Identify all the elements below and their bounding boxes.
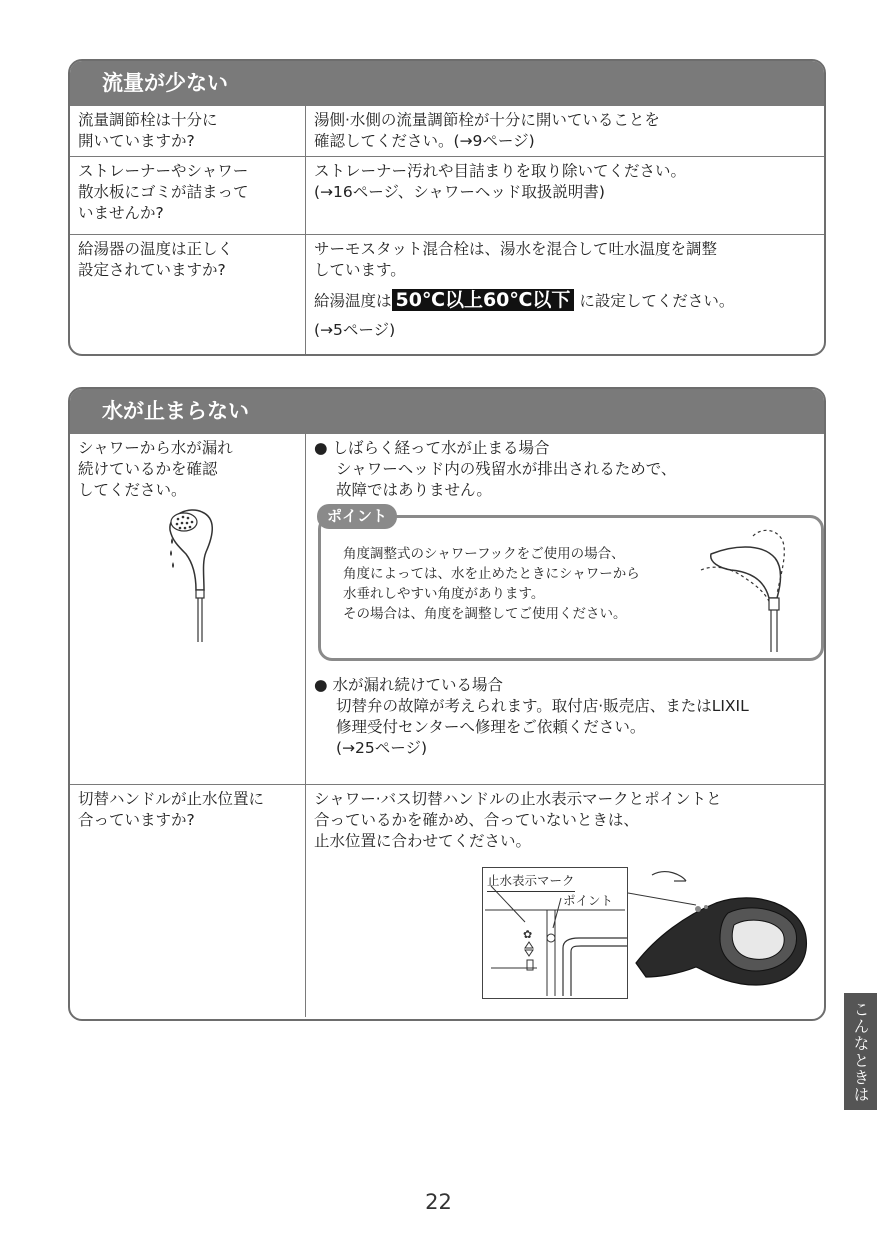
table-row xyxy=(70,105,824,156)
bullet-icon: ● xyxy=(314,676,328,694)
section-title: 流量が少ない xyxy=(70,61,824,105)
question-cell: 給湯器の温度は正しく 設定されていますか? xyxy=(70,235,306,356)
table-row xyxy=(70,234,824,356)
answer-cell: シャワー·バス切替ハンドルの止水表示マークとポイントと 合っているかを確かめ、合っていないときは、 止水位置に合わせてください。 止水表示マーク ポイント ✿ xyxy=(306,785,824,1017)
section-water-not-stopping xyxy=(68,387,826,1021)
bullet-item: ● しばらく経って水が止まる場合 xyxy=(314,439,550,457)
question-cell: 流量調節栓は十分に 開いていますか? xyxy=(70,106,306,156)
point-text: 角度調整式のシャワーフックをご使用の場合、 角度によっては、水を止めたときにシャワーから 水垂れしやすい角度があります。 その場合は、角度を調整してご使用ください。 xyxy=(343,546,640,622)
label-point: ポイント xyxy=(563,893,614,908)
table-row xyxy=(70,156,824,234)
page-number: 22 xyxy=(425,1190,452,1214)
section-low-flow xyxy=(68,59,826,356)
handle-diagram xyxy=(482,867,816,1005)
svg-text:✿: ✿ xyxy=(523,928,533,941)
label-stop-mark: 止水表示マーク xyxy=(487,870,575,892)
table-row xyxy=(70,784,824,1017)
section-title: 水が止まらない xyxy=(70,389,824,433)
bullet-icon: ● xyxy=(314,439,328,457)
answer-cell: ストレーナー汚れや目詰まりを取り除いてください。 (→16ページ、シャワーヘッド取扱説明書) xyxy=(314,162,687,201)
answer-cell: ● しばらく経って水が止まる場合 シャワーヘッド内の残留水が排出されるためで、 故障ではありません。 ポイント 角度調整式のシャワーフックをご使用の場合、 角度によっては、水を止めたときにシャワーから 水垂れしやすい角度があります。 その場合は、角度を調整してご使用ください。 ● 水が漏れ続けている場合 切替弁の故障が考えられます。取付店·販売店、またはLIXIL 修理受付センターへ修理をご依頼ください。 (→25ページ) xyxy=(306,434,826,784)
side-tab-troubleshooting: こんなときは xyxy=(844,993,877,1110)
temperature-line: 給湯温度は 50℃以上60℃以下 に設定してください。 xyxy=(314,289,735,311)
point-label: ポイント xyxy=(317,504,397,529)
answer-cell: サーモスタット混合栓は、湯水を混合して吐水温度を調整 しています。 給湯温度は 50℃以上60℃以下 に設定してください。 (→5ページ) xyxy=(306,235,824,356)
question-cell: シャワーから水が漏れ 続けているかを確認 してください。 xyxy=(70,434,306,784)
question-cell: ストレーナーやシャワー 散水板にゴミが詰まって いませんか? xyxy=(70,157,306,234)
point-box xyxy=(318,507,824,661)
shower-hook-illustration xyxy=(691,524,821,654)
handle-closeup-box xyxy=(482,867,628,999)
handle-illustration xyxy=(616,867,816,1005)
temperature-highlight: 50℃以上60℃以下 xyxy=(392,289,575,311)
table-row xyxy=(70,433,824,784)
answer-cell: 湯側·水側の流量調節栓が十分に開いていることを 確認してください。(→9ページ) xyxy=(314,111,660,150)
bullet-item: ● 水が漏れ続けている場合 xyxy=(314,676,503,694)
question-cell: 切替ハンドルが止水位置に 合っていますか? xyxy=(70,785,306,1017)
shower-head-illustration xyxy=(158,506,238,646)
